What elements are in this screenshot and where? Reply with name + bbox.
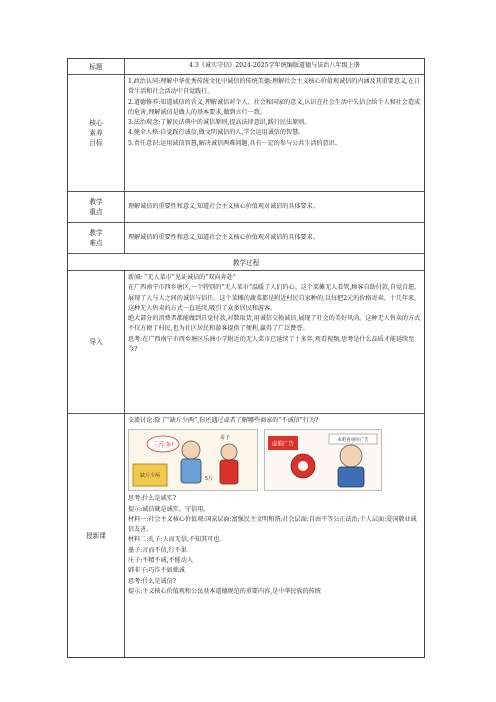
intro-content [125,271,424,413]
difficult-point-label-line: 教学 [89,229,103,237]
goals-label [68,75,125,191]
goal-item: 2.道德修养:知道诚信的含义,理解诚信对个人、社会和国家的意义,认识在社会生活中失信会给个人和社会造成的危害,理解诚信是做人的基本要求,做到言行一致。 [128,98,421,116]
lesson-plan-table [67,58,425,658]
goals-label-line: 核心 [89,119,103,127]
false-ad-cartoon [264,429,382,491]
key-point-label-line: 教学 [89,198,103,206]
title-value: 4.3《诚实守信》2024-2025学年统编版道德与法治八年级上册 [189,62,360,70]
process-title: 教学过程 [232,259,260,267]
cartoon-caption: 哥子 [219,435,231,442]
cartoon-caption: 5斤 [204,476,214,483]
goals-list [125,75,424,191]
lesson-line: 思考:什么是诚信? [128,577,176,585]
difficult-point-label [68,223,125,253]
goal-item: 4.健全人格:自觉践行诚信,做文明诚信的人,学会运用诚信的智慧。 [128,129,305,137]
discussion-prompt: 交流讨论:除了“缺斤少两”,你还遇过或者了解哪些商家的“不诚信”行为? [128,417,319,424]
short-weight-cartoon [128,429,258,491]
key-point-text: 理解诚信的重要性和意义,知道社会主义核心价值观对诚信的具体要求。 [128,202,319,210]
cartoon-sign: 虚假广告 [271,441,295,448]
difficult-point-text: 理解诚信的重要性和意义,知道社会主义核心价值观对诚信的具体要求。 [128,233,319,241]
goal-item: 1.政治认同:理解中华优秀传统文化中诚信的传统美德;理解社会主义核心价值观诚信的内涵及其重要意义,在日常生活和社会活动中自觉践行。 [128,78,421,96]
cartoon-caption: 本吧看叫叫广告 [337,438,369,444]
title-label: 标题 [68,59,125,74]
cartoon-strip [128,429,421,491]
intro-paragraph: 在广西南宁市西乡塘区,一个特别的“无人菜市”温暖了人们的心。这个菜摊无人看管,顾客自助付款,自觉自愿,展现了人与人之间的诚信与信任。这个菜摊的蔬菜都是附近村民自家种的,以每把2元的价格寄卖。十几年来,这种无人售卖的方式一直延续,吸引了众多居民和游客。 [128,284,417,312]
new-lesson-content [125,414,424,657]
goals-row [68,74,424,191]
intro-label: 导入 [68,271,125,413]
goal-item: 5.责任意识:运用诚信智慧,解决诚信两难问题,具有一定的参与公共生活的意识。 [128,139,341,147]
lesson-line: 墨子:言而不信,行不果 [128,546,187,554]
short-weight-cartoon-art [129,430,257,490]
intro-headline: 新闻: “无人菜市”见证诚信的“双向奔赴” [128,274,236,281]
difficult-point-label-line: 难点 [89,239,103,247]
goal-item: 3.法治观念:了解民法典中的诚信原则,提高法律意识,践行民法原则。 [128,119,311,127]
cartoon-speech: 三斤多! [151,440,175,449]
difficult-point-row [68,222,424,253]
intro-question: 思考:在广西南宁市西乡塘区乐洲小学附近的无人菜市已延续了十多年,观看视频,思考是什么品质才能延续至今? [128,335,415,354]
intro-row [68,270,424,413]
goals-label-line: 目标 [89,139,103,147]
lesson-line: 思考:什么是诚实? [128,495,176,503]
title-row [68,59,424,74]
new-lesson-row [68,413,424,657]
lesson-line: 提示:诚信就是诚实、守信用。 [128,505,210,513]
cartoon-caption: 缺斤少两 [139,473,161,480]
key-point-label [68,192,125,222]
lesson-line: 韩非子:巧诈不如拙诚 [128,567,185,575]
intro-paragraph: 绝大部分的消费者都能做到自觉付款,对数取货,用诚信交换诚信,展现了社会的美好风尚。这种无人售卖的方式不仅方便了村民,也为社区居民和游客提供了便利,赢得了广泛赞誉。 [128,315,421,333]
lesson-line: 材料一:社会主义核心价值观:国家层面:富强民主文明和谐;社会层面:自由平等公正法治;个人层面:爱国敬业诚信友善。 [128,515,417,534]
lesson-line: 庄子:不精不诚,不能动人 [128,557,193,565]
key-point-label-line: 重点 [89,208,103,216]
key-point-row [68,191,424,222]
false-ad-cartoon-art [265,430,381,490]
lesson-line: 材料二:孔子:人而无信,不知其可也。 [128,536,226,544]
new-lesson-label: 授新课 [68,414,125,657]
lesson-line: 提示:主义核心价值观和公民基本道德规范的重要内容,是中华民族的传统 [128,587,321,595]
process-title-row [68,253,424,270]
goals-label-line: 素养 [89,129,103,137]
